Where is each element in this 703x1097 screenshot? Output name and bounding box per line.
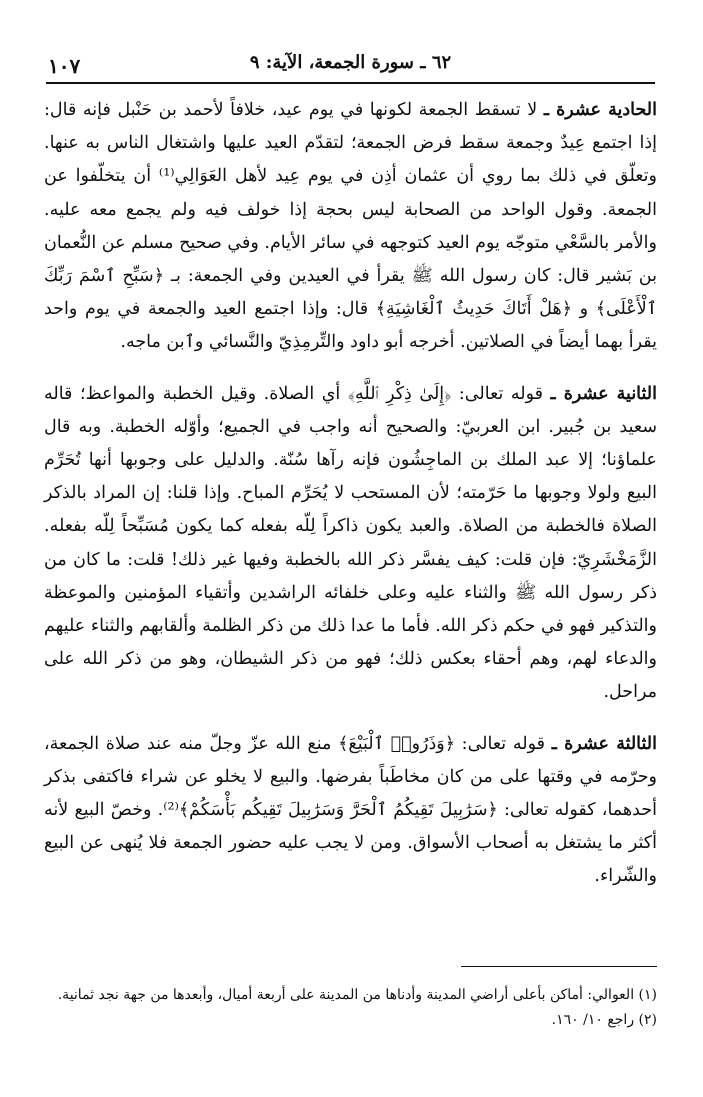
paragraph-text: لا تسقط الجمعة لكونها في يوم عيد، خلافاً لأحمد بن حَنْبل فإنه قال: إذا اجتمع عِيدٌ وجمعة سقط فرض الجمعة؛ لتقدّم العيد عليها واشتغال الناس به عنها. وتعلّق في ذلك بما روي أن عثمان أذِن في يوم عِيد لأهل العَوَالِي⁽¹⁾ أن يتخلّفوا عن الجمعة. وقول الواحد من الصحابة ليس بحجة إذا خولف فيه ولم يجمع معه عليه. والأمر بالسَّعْي متوجّه يوم العيد كتوجهه في سائر الأيام. وفي صحيح مسلم عن النُّعمان بن بَشير قال: كان رسول الله ﷺ يقرأ في العيدين وفي الجمعة: بـ ﴿سَبِّحِ ٱسْمَ رَبِّكَ ٱلْأَعْلَى﴾ و ﴿هَلْ أَتَاكَ حَدِيثُ ٱلْغَاشِيَةِ﴾ قال: وإذا اجتمع العيد والجمعة في يوم واحد يقرأ بهما أيضاً في الصلاتين. أخرجه أبو داود والتِّرمِذِيّ والنَّسائي وٱبن ماجه.: [44, 100, 658, 353]
paragraph-text: قوله تعالى: ﴿وَذَرُوا۟ ٱلْبَيْعَ﴾ منع الله عزّ وجلّ منه عند صلاة الجمعة، وحرّمه في وقتها على من كان مخاطَباً بفرضها. والبيع لا يخلو عن شراء فاكتفى بذكر أحدهما، كقوله تعالى: ﴿سَرَٰبِيلَ تَقِيكُمُ ٱلْحَرَّ وَسَرَٰبِيلَ تَقِيكُم بَأْسَكُمْ﴾⁽²⁾. وخصّ البيع لأنه أكثر ما يشتغل به أصحاب الأسواق. ومن لا يجب عليه حضور الجمعة فلا يُنهى عن البيع والشّراء.: [44, 733, 657, 887]
paragraph-heading: الثانية عشرة ـ: [550, 383, 657, 404]
footnote-separator: [461, 966, 657, 967]
paragraph-heading: الحادية عشرة ـ: [543, 100, 657, 120]
paragraph-thirteenth: [44, 728, 657, 894]
paragraph-eleventh: [44, 94, 657, 360]
paragraph-heading: الثالثة عشرة ـ: [551, 733, 657, 754]
footnote-2: (٢) راجع ١٠/ ١٦٠.: [551, 1012, 657, 1028]
footnote-1: (١) العوالي: أماكن بأعلى أراضي المدينة وأدناها من المدينة على أربعة أميال، وأبعدها من جهة نجد ثمانية.: [57, 987, 657, 1003]
page-header: [46, 46, 655, 84]
paragraph-twelfth: [44, 378, 657, 710]
running-title: ٦٢ ـ سورة الجمعة، الآية: ٩: [249, 52, 452, 73]
page-body: [44, 94, 657, 912]
footnotes: [44, 983, 657, 1033]
paragraph-text: قوله تعالى: ﴿إِلَىٰ ذِكْرِ ٱللَّهِ﴾ أي الصلاة. وقيل الخطبة والمواعظ؛ قاله سعيد بن جُبير. ابن العربيّ: والصحيح أنه واجب في الجميع؛ وأوّله الخطبة. وبه قال علماؤنا؛ إلا عبد الملك بن الماجِشُون فإنه رآها سُنّة. والدليل على وجوبها أنها تُحَرِّم البيع ولولا وجوبها ما حَرّمته؛ لأن المستحب لا يُحَرِّم المباح. وإذا قلنا: إن المراد بالذكر الصلاة فالخطبة من الصلاة. والعبد يكون ذاكراً لِلّه بفعله كما يكون مُسَبِّحاً لِلّه بفعله. الزَّمَخْشَرِيّ: فإن قلت: كيف يفسَّر ذكر الله بالخطبة وفيها غير ذلك! قلت: ما كان من ذكر رسول الله ﷺ والثناء عليه وعلى خلفائه الراشدين وأتقياء المؤمنين والموعظة والتذكير فهو في حكم ذكر الله. فأما ما عدا ذلك من ذكر الظلمة وألقابهم والثناء عليهم والدعاء لهم، وهم أحقاء بعكس ذلك؛ فهو من ذكر الشيطان، وهو من ذكر الله على مراحل.: [44, 383, 657, 703]
page-number: ١٠٧: [48, 54, 81, 78]
